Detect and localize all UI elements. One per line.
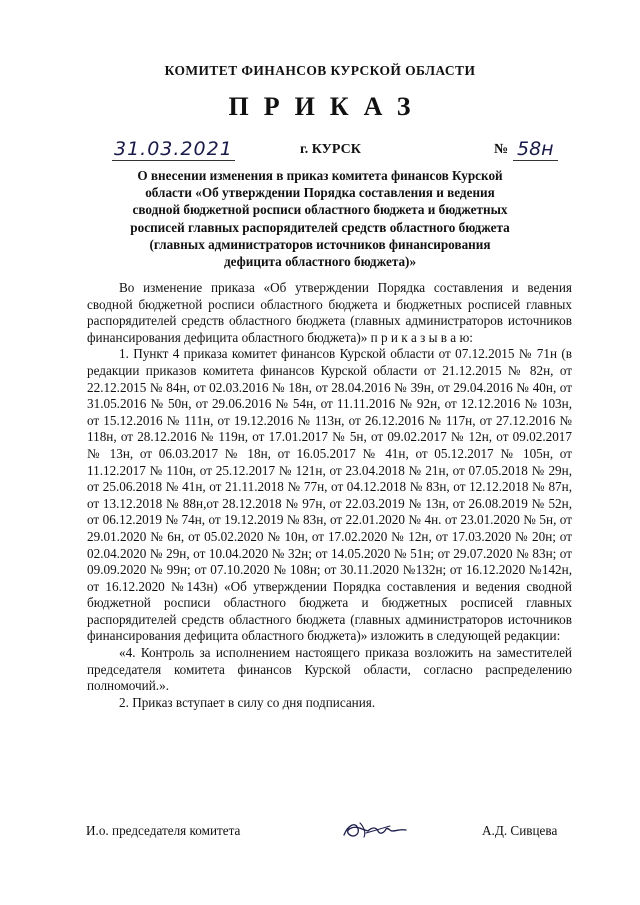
handwritten-signature [338,817,412,843]
item-1-paragraph: 1. Пункт 4 приказа комитет финансов Курской области от 07.12.2015 № 71н (в редакции приказов комитета финансов Курской области от 21.12.2015 № 82н, от 22.12.2015 № 84н, от 02.03.2016 № 18н, от 28.04.2016 № 39н, от 29.04.2016 № 40н, от 31.05.2016 № 50н, от 29.06.2016 № 54н, от 11.11.2016 № 92н, от 12.12.2016 № 103н, от 15.12.2016 № 111н, от 19.12.2016 № 113н, от 26.12.2016 № 117н, от 27.12.2016 № 118н, от 28.12.2016 № 119н, от 17.01.2017 № 5н, от 09.02.2017 № 12н, от 09.02.2017 № 13н, от 06.03.2017 № 18н, от 16.05.2017 № 41н, от 05.12.2017 № 105н, от 11.12.2017 № 110н, от 25.12.2017 № 121н, от 23.04.2018 № 21н, от 07.05.2018 № 29н, от 25.06.2018 № 41н, от 21.11.2018 № 77н, от 04.12.2018 № 83н, от 12.12.2018 № 87н, от 13.12.2018 № 88н,от 28.12.2018 № 97н, от 22.03.2019 № 13н, от 26.08.2019 № 52н, от 06.12.2019 № 74н, от 19.12.2019 № 83н, от 22.01.2020 № 4н. от 23.01.2020 № 5н, от 29.01.2020 № 6н, от 05.02.2020 № 10н, от 17.02.2020 № 12н, от 17.03.2020 № 20н; от 02.04.2020 № 29н, от 10.04.2020 № 32н; от 14.05.2020 № 51н; от 29.07.2020 № 83н; от 09.09.2020 № 99н; от 07.10.2020 № 108н; от 30.11.2020 №132н; от 16.12.2020 №142н, от 16.12.2020 №143н) «Об утверждении Порядка составления и ведения сводной бюджетной росписи областного бюджета и бюджетных росписей главных распорядителей средств областного бюджета (главных администраторов источников финансирования дефицита областного бюджета)» изложить в следующей редакции: [87,346,572,644]
order-city: г. КУРСК [300,142,361,157]
committee-name: КОМИТЕТ ФИНАНСОВ КУРСКОЙ ОБЛАСТИ [164,63,476,78]
signature-block [0,817,640,847]
order-title: ПРИКАЗ [228,92,426,121]
order-meta-row [0,138,640,166]
signatory-name: А.Д. Сивцева [482,823,558,838]
quote-paragraph: «4. Контроль за исполнением настоящего приказа возложить на заместителей председателя комитета финансов Курской области, согласно распределению полномочий.». [87,645,572,694]
order-number-label: № [494,142,509,157]
item-2-paragraph: 2. Приказ вступает в силу со дня подписания. [119,694,376,710]
order-number: 58н [513,138,558,161]
order-heading: О внесении изменения в приказ комитета финансов Курской области «Об утверждении Порядка составления и ведения сводной бюджетной росписи областного бюджета и бюджетных росписей главных распорядителей средств областного бюджета (главных администраторов источников финансирования дефицита областного бюджета)» [130,168,510,270]
order-body [87,280,572,711]
intro-paragraph: Во изменение приказа «Об утверждении Порядка составления и ведения сводной бюджетной росписи областного бюджета и бюджетных росписей главных распорядителей средств областного бюджета (главных администраторов источников финансирования дефицита областного бюджета)» п р и к а з ы в а ю: [87,280,572,345]
order-date: 31.03.2021 [114,138,233,160]
signatory-position: И.о. председателя комитета [86,823,241,838]
